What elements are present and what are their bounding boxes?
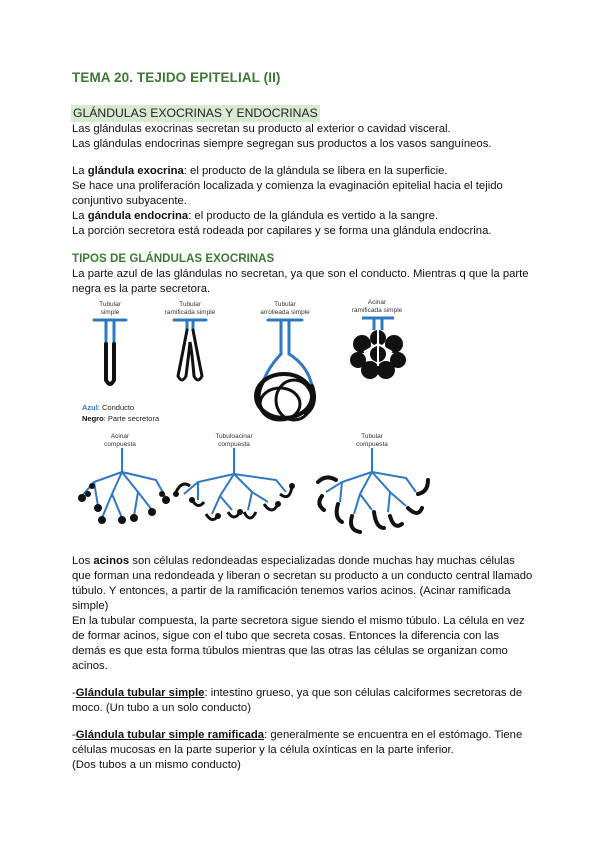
diagram-tubular-ramificada — [174, 320, 206, 380]
paragraph-line: que forman una redondeada y liberan o secretan su producto a un conducto central llamado — [72, 570, 533, 582]
svg-text:arrolleada simple: arrolleada simple — [260, 309, 310, 316]
svg-text:compuesta: compuesta — [104, 441, 136, 448]
gland-types-figure — [72, 296, 432, 542]
term-glandula-endocrina: gándula endocrina — [87, 210, 189, 222]
svg-text:simple: simple — [100, 309, 120, 316]
legend-azul: Azul — [82, 403, 98, 412]
legend-negro: Negro — [82, 414, 104, 423]
label-acinar-simple: Acinar — [367, 299, 387, 306]
label-acinar-compuesta: Acinar — [110, 433, 130, 440]
section-heading-exo-endo: GLÁNDULAS EXOCRINAS Y ENDOCRINAS — [73, 106, 318, 120]
diagram-acinar-compuesta — [78, 448, 170, 524]
figure-legend — [82, 403, 160, 423]
diagram-tubular-arrollada — [256, 320, 314, 420]
svg-text:compuesta: compuesta — [218, 441, 250, 448]
svg-text:Negro: Parte secretora: Negro: Parte secretora — [82, 414, 160, 423]
term-tubular-simple: Glándula tubular simple — [75, 687, 205, 699]
paragraph-line: Se hace una proliferación localizada y comienza la evaginación epitelial hacia el tejido — [72, 180, 503, 192]
paragraph-line: de formar acinos, sigue con el tubo que secreta cosas. Entonces la diferencia con las — [72, 630, 500, 642]
svg-text:ramificada simple: ramificada simple — [351, 307, 403, 314]
diagram-acinar-simple — [350, 318, 406, 379]
paragraph-line: túbulo. Y entonces, a partir de la ramificación tenemos varios acinos. (Acinar ramificada — [72, 585, 511, 597]
label-tubular-arrollada: Tubular — [274, 301, 296, 308]
svg-text:Azul: Conducto: Azul: Conducto — [82, 403, 135, 412]
paragraph-line: demás es que esta forma túbulos mientras que las otras las células se organizan como — [72, 645, 508, 657]
page-title: TEMA 20. TEJIDO EPITELIAL (II) — [72, 70, 281, 85]
paragraph-line: moco. (Un tubo a un solo conducto) — [72, 702, 251, 714]
item-tubular-simple: -Glándula tubular simple: intestino grueso, ya que son células calciformes secretoras de — [72, 687, 523, 699]
paragraph-line: La parte azul de las glándulas no secretan, ya que son el conducto. Mientras q que la parte — [72, 268, 529, 280]
paragraph-line: Las glándulas endocrinas siempre segregan sus productos a los vasos sanguíneos. — [72, 138, 492, 150]
svg-text:ramificada simple: ramificada simple — [164, 309, 216, 316]
paragraph-exocrina: La glándula exocrina: el producto de la glándula se libera en la superficie. — [72, 165, 448, 177]
paragraph-line: Las glándulas exocrinas secretan su producto al exterior o cavidad visceral. — [72, 123, 451, 135]
term-glandula-exocrina: glándula exocrina — [87, 165, 184, 177]
diagram-tubular-compuesta — [318, 448, 428, 532]
label-tubular-simple: Tubular — [99, 301, 121, 308]
label-tubuloacinar: Tubuloacinar — [215, 433, 253, 440]
label-tubular-compuesta: Tubular — [361, 433, 383, 440]
term-acinos: acinos — [93, 555, 130, 567]
paragraph-line: acinos. — [72, 660, 108, 672]
svg-text:compuesta: compuesta — [356, 441, 388, 448]
paragraph-endocrina: La gándula endocrina: el producto de la glándula es vertido a la sangre. — [72, 210, 439, 222]
section-heading-tipos: TIPOS DE GLÁNDULAS EXOCRINAS — [72, 252, 275, 265]
diagram-tubuloacinar — [173, 448, 295, 520]
term-tubular-ramificada: Glándula tubular simple ramificada — [75, 729, 265, 741]
paragraph-line: La porción secretora está rodeada por capilares y se forma una glándula endocrina. — [72, 225, 492, 237]
paragraph-line: simple) — [72, 600, 109, 612]
paragraph-line: En la tubular compuesta, la parte secretora sigue siendo el mismo túbulo. La célula en vez — [72, 615, 525, 627]
paragraph-line: negra es la parte secretora. — [72, 283, 211, 295]
item-tubular-ramificada: -Glándula tubular simple ramificada: generalmente se encuentra en el estómago. Tiene — [72, 729, 523, 741]
paragraph-line: (Dos tubos a un mismo conducto) — [72, 759, 241, 771]
label-tubular-ramificada: Tubular — [179, 301, 201, 308]
diagram-tubular-simple — [94, 320, 126, 384]
paragraph-line: células mucosas en la parte superior y la célula oxínticas en la parte inferior. — [72, 744, 454, 756]
paragraph-line: conjuntivo subyacente. — [72, 195, 187, 207]
paragraph-acinos: Los acinos son células redondeadas especializadas donde muchas hay muchas células — [72, 555, 515, 567]
